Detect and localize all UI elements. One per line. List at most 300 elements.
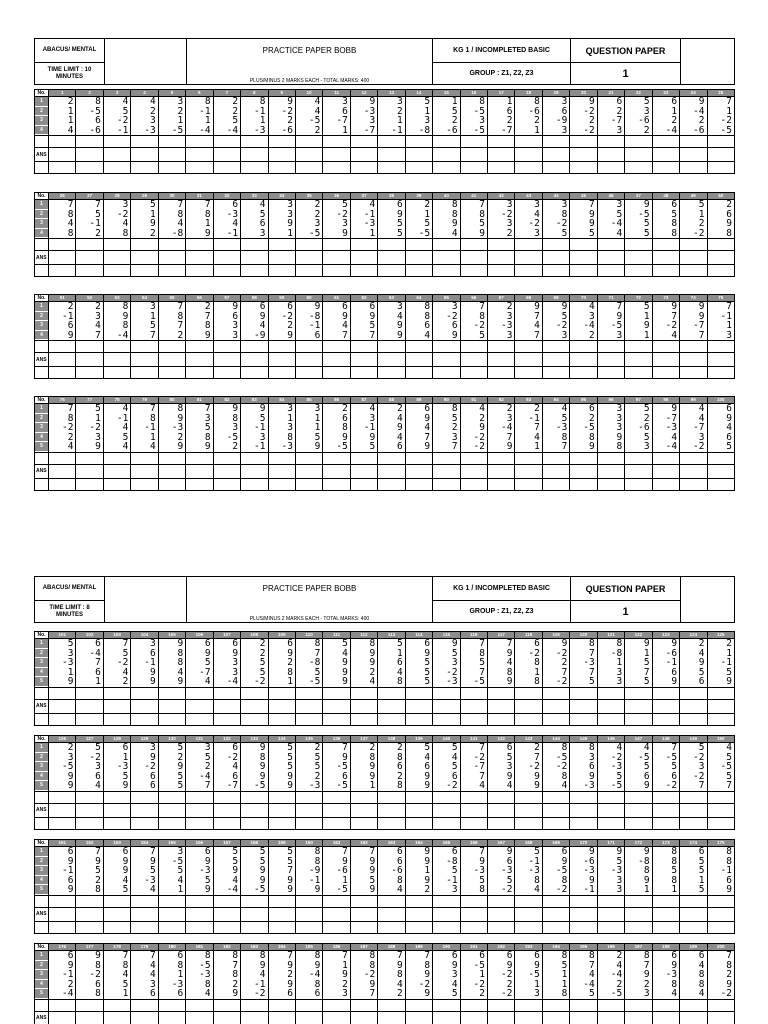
answer-cell-2[interactable]: [103, 265, 130, 277]
answer-cell-2[interactable]: [131, 478, 158, 490]
answer-cell-2[interactable]: [652, 713, 679, 725]
answer-cell-2[interactable]: [542, 265, 569, 277]
answer-cell[interactable]: [707, 353, 734, 367]
answer-cell[interactable]: [158, 699, 185, 713]
answer-cell-2[interactable]: [158, 367, 185, 379]
answer-cell-2[interactable]: [186, 367, 213, 379]
answer-cell[interactable]: [460, 907, 487, 921]
answer-cell[interactable]: [103, 1011, 130, 1024]
answer-cell-2[interactable]: [680, 921, 707, 933]
answer-cell-2[interactable]: [542, 367, 569, 379]
answer-cell[interactable]: [49, 464, 76, 478]
answer-cell[interactable]: [378, 251, 405, 265]
answer-cell[interactable]: [433, 148, 460, 162]
answer-cell[interactable]: [405, 464, 432, 478]
answer-cell[interactable]: [680, 1011, 707, 1024]
answer-cell[interactable]: [241, 1011, 268, 1024]
answer-cell[interactable]: [350, 148, 377, 162]
answer-cell[interactable]: [350, 699, 377, 713]
answer-cell[interactable]: [515, 907, 542, 921]
answer-cell[interactable]: [49, 1011, 76, 1024]
answer-cell-2[interactable]: [213, 817, 240, 829]
answer-cell[interactable]: [241, 353, 268, 367]
answer-cell[interactable]: [652, 353, 679, 367]
answer-cell[interactable]: [268, 251, 295, 265]
answer-cell[interactable]: [241, 803, 268, 817]
answer-cell[interactable]: [652, 464, 679, 478]
answer-cell[interactable]: [76, 464, 103, 478]
answer-cell[interactable]: [158, 803, 185, 817]
answer-cell[interactable]: [186, 1011, 213, 1024]
answer-cell-2[interactable]: [542, 817, 569, 829]
answer-cell[interactable]: [213, 699, 240, 713]
answer-cell-2[interactable]: [213, 478, 240, 490]
answer-cell[interactable]: [625, 699, 652, 713]
answer-cell[interactable]: [158, 907, 185, 921]
answer-cell[interactable]: [295, 353, 322, 367]
answer-cell[interactable]: [542, 148, 569, 162]
answer-cell[interactable]: [268, 907, 295, 921]
answer-cell[interactable]: [707, 464, 734, 478]
answer-cell[interactable]: [350, 1011, 377, 1024]
answer-cell-2[interactable]: [597, 265, 624, 277]
answer-cell[interactable]: [433, 353, 460, 367]
answer-cell[interactable]: [350, 464, 377, 478]
answer-cell[interactable]: [49, 353, 76, 367]
answer-cell[interactable]: [515, 353, 542, 367]
answer-cell-2[interactable]: [433, 478, 460, 490]
answer-cell[interactable]: [186, 251, 213, 265]
answer-cell-2[interactable]: [76, 265, 103, 277]
answer-cell-2[interactable]: [350, 478, 377, 490]
answer-cell[interactable]: [103, 907, 130, 921]
answer-cell[interactable]: [597, 353, 624, 367]
answer-cell[interactable]: [378, 353, 405, 367]
answer-cell-2[interactable]: [241, 478, 268, 490]
answer-cell-2[interactable]: [131, 921, 158, 933]
answer-cell-2[interactable]: [405, 367, 432, 379]
answer-cell-2[interactable]: [680, 367, 707, 379]
answer-cell[interactable]: [625, 803, 652, 817]
answer-cell[interactable]: [433, 1011, 460, 1024]
answer-cell[interactable]: [295, 148, 322, 162]
answer-cell[interactable]: [405, 148, 432, 162]
answer-cell[interactable]: [350, 907, 377, 921]
answer-cell[interactable]: [295, 699, 322, 713]
answer-cell[interactable]: [295, 1011, 322, 1024]
answer-cell-2[interactable]: [295, 817, 322, 829]
answer-cell-2[interactable]: [378, 817, 405, 829]
answer-cell[interactable]: [460, 251, 487, 265]
answer-cell-2[interactable]: [76, 817, 103, 829]
answer-cell-2[interactable]: [515, 817, 542, 829]
answer-cell-2[interactable]: [241, 817, 268, 829]
answer-cell-2[interactable]: [707, 367, 734, 379]
answer-cell[interactable]: [131, 699, 158, 713]
answer-cell[interactable]: [158, 251, 185, 265]
answer-cell[interactable]: [625, 353, 652, 367]
answer-cell[interactable]: [295, 251, 322, 265]
answer-cell[interactable]: [542, 464, 569, 478]
answer-cell[interactable]: [241, 251, 268, 265]
answer-cell-2[interactable]: [158, 921, 185, 933]
answer-cell-2[interactable]: [241, 265, 268, 277]
answer-cell[interactable]: [405, 803, 432, 817]
answer-cell[interactable]: [350, 803, 377, 817]
answer-cell-2[interactable]: [186, 265, 213, 277]
answer-cell-2[interactable]: [488, 162, 515, 174]
answer-cell-2[interactable]: [515, 162, 542, 174]
answer-cell[interactable]: [323, 907, 350, 921]
answer-cell-2[interactable]: [350, 921, 377, 933]
answer-cell-2[interactable]: [515, 265, 542, 277]
answer-cell-2[interactable]: [295, 921, 322, 933]
answer-cell-2[interactable]: [323, 478, 350, 490]
answer-cell[interactable]: [49, 699, 76, 713]
answer-cell[interactable]: [241, 464, 268, 478]
answer-cell[interactable]: [597, 1011, 624, 1024]
answer-cell-2[interactable]: [323, 713, 350, 725]
answer-cell-2[interactable]: [103, 817, 130, 829]
answer-cell[interactable]: [460, 464, 487, 478]
answer-cell[interactable]: [131, 803, 158, 817]
answer-cell-2[interactable]: [488, 817, 515, 829]
answer-cell[interactable]: [103, 464, 130, 478]
answer-cell-2[interactable]: [268, 265, 295, 277]
answer-cell[interactable]: [488, 251, 515, 265]
answer-cell-2[interactable]: [268, 817, 295, 829]
answer-cell-2[interactable]: [49, 162, 76, 174]
answer-cell-2[interactable]: [488, 478, 515, 490]
answer-cell-2[interactable]: [378, 367, 405, 379]
answer-cell[interactable]: [213, 803, 240, 817]
answer-cell[interactable]: [158, 148, 185, 162]
answer-cell[interactable]: [49, 907, 76, 921]
answer-cell[interactable]: [323, 803, 350, 817]
answer-cell[interactable]: [158, 1011, 185, 1024]
answer-cell-2[interactable]: [158, 478, 185, 490]
answer-cell-2[interactable]: [186, 478, 213, 490]
answer-cell[interactable]: [131, 353, 158, 367]
answer-cell-2[interactable]: [433, 162, 460, 174]
answer-cell-2[interactable]: [76, 713, 103, 725]
answer-cell-2[interactable]: [597, 921, 624, 933]
answer-cell[interactable]: [515, 251, 542, 265]
answer-cell-2[interactable]: [131, 265, 158, 277]
answer-cell[interactable]: [652, 148, 679, 162]
answer-cell-2[interactable]: [405, 921, 432, 933]
answer-cell[interactable]: [103, 353, 130, 367]
answer-cell[interactable]: [460, 803, 487, 817]
answer-cell-2[interactable]: [680, 713, 707, 725]
answer-cell-2[interactable]: [268, 921, 295, 933]
answer-cell[interactable]: [268, 464, 295, 478]
answer-cell-2[interactable]: [488, 713, 515, 725]
answer-cell-2[interactable]: [597, 478, 624, 490]
answer-cell-2[interactable]: [323, 265, 350, 277]
answer-cell-2[interactable]: [186, 817, 213, 829]
answer-cell[interactable]: [186, 907, 213, 921]
answer-cell-2[interactable]: [295, 713, 322, 725]
answer-cell-2[interactable]: [542, 921, 569, 933]
answer-cell-2[interactable]: [460, 265, 487, 277]
answer-cell[interactable]: [515, 699, 542, 713]
answer-cell[interactable]: [680, 803, 707, 817]
answer-cell[interactable]: [433, 907, 460, 921]
answer-cell[interactable]: [625, 907, 652, 921]
answer-cell[interactable]: [213, 1011, 240, 1024]
answer-cell[interactable]: [323, 699, 350, 713]
answer-cell-2[interactable]: [103, 367, 130, 379]
answer-cell[interactable]: [515, 1011, 542, 1024]
answer-cell[interactable]: [597, 148, 624, 162]
answer-cell[interactable]: [131, 148, 158, 162]
answer-cell[interactable]: [295, 907, 322, 921]
answer-cell-2[interactable]: [378, 162, 405, 174]
answer-cell-2[interactable]: [103, 921, 130, 933]
answer-cell[interactable]: [76, 907, 103, 921]
answer-cell-2[interactable]: [652, 265, 679, 277]
answer-cell[interactable]: [625, 148, 652, 162]
answer-cell-2[interactable]: [652, 162, 679, 174]
answer-cell[interactable]: [707, 699, 734, 713]
answer-cell-2[interactable]: [378, 921, 405, 933]
answer-cell[interactable]: [542, 699, 569, 713]
answer-cell[interactable]: [597, 699, 624, 713]
answer-cell-2[interactable]: [405, 162, 432, 174]
answer-cell-2[interactable]: [350, 265, 377, 277]
answer-cell-2[interactable]: [213, 265, 240, 277]
answer-cell-2[interactable]: [570, 921, 597, 933]
answer-cell[interactable]: [680, 251, 707, 265]
answer-cell-2[interactable]: [570, 367, 597, 379]
answer-cell[interactable]: [433, 699, 460, 713]
answer-cell-2[interactable]: [241, 162, 268, 174]
answer-cell-2[interactable]: [186, 921, 213, 933]
answer-cell[interactable]: [405, 699, 432, 713]
answer-cell-2[interactable]: [323, 162, 350, 174]
answer-cell[interactable]: [542, 803, 569, 817]
answer-cell-2[interactable]: [597, 713, 624, 725]
answer-cell[interactable]: [76, 803, 103, 817]
answer-cell[interactable]: [186, 803, 213, 817]
answer-cell-2[interactable]: [405, 265, 432, 277]
answer-cell[interactable]: [76, 353, 103, 367]
answer-cell-2[interactable]: [680, 162, 707, 174]
answer-cell[interactable]: [76, 148, 103, 162]
answer-cell-2[interactable]: [625, 265, 652, 277]
answer-cell[interactable]: [186, 464, 213, 478]
answer-cell[interactable]: [433, 803, 460, 817]
answer-cell[interactable]: [652, 699, 679, 713]
answer-cell[interactable]: [323, 148, 350, 162]
answer-cell[interactable]: [241, 699, 268, 713]
answer-cell-2[interactable]: [652, 921, 679, 933]
answer-cell[interactable]: [597, 251, 624, 265]
answer-cell-2[interactable]: [213, 713, 240, 725]
answer-cell[interactable]: [542, 353, 569, 367]
answer-cell[interactable]: [488, 907, 515, 921]
answer-cell[interactable]: [597, 907, 624, 921]
answer-cell[interactable]: [570, 148, 597, 162]
answer-cell[interactable]: [49, 251, 76, 265]
answer-cell-2[interactable]: [213, 921, 240, 933]
answer-cell-2[interactable]: [707, 265, 734, 277]
answer-cell-2[interactable]: [433, 817, 460, 829]
answer-cell-2[interactable]: [103, 478, 130, 490]
answer-cell-2[interactable]: [515, 367, 542, 379]
answer-cell[interactable]: [460, 699, 487, 713]
answer-cell[interactable]: [707, 148, 734, 162]
answer-cell-2[interactable]: [323, 367, 350, 379]
answer-cell[interactable]: [707, 907, 734, 921]
answer-cell-2[interactable]: [542, 162, 569, 174]
answer-cell[interactable]: [433, 464, 460, 478]
answer-cell[interactable]: [378, 1011, 405, 1024]
answer-cell[interactable]: [460, 148, 487, 162]
answer-cell-2[interactable]: [460, 713, 487, 725]
answer-cell[interactable]: [570, 251, 597, 265]
answer-cell[interactable]: [488, 464, 515, 478]
answer-cell-2[interactable]: [378, 478, 405, 490]
answer-cell-2[interactable]: [570, 265, 597, 277]
answer-cell[interactable]: [268, 353, 295, 367]
answer-cell-2[interactable]: [652, 817, 679, 829]
answer-cell[interactable]: [707, 251, 734, 265]
answer-cell[interactable]: [652, 803, 679, 817]
answer-cell-2[interactable]: [405, 817, 432, 829]
answer-cell-2[interactable]: [625, 162, 652, 174]
answer-cell-2[interactable]: [131, 817, 158, 829]
answer-cell-2[interactable]: [597, 162, 624, 174]
answer-cell-2[interactable]: [76, 921, 103, 933]
answer-cell[interactable]: [103, 148, 130, 162]
answer-cell-2[interactable]: [295, 162, 322, 174]
answer-cell-2[interactable]: [707, 713, 734, 725]
answer-cell-2[interactable]: [350, 713, 377, 725]
answer-cell[interactable]: [213, 464, 240, 478]
answer-cell-2[interactable]: [295, 478, 322, 490]
answer-cell-2[interactable]: [515, 478, 542, 490]
answer-cell[interactable]: [680, 353, 707, 367]
answer-cell-2[interactable]: [625, 921, 652, 933]
answer-cell-2[interactable]: [597, 817, 624, 829]
answer-cell[interactable]: [103, 699, 130, 713]
answer-cell-2[interactable]: [76, 162, 103, 174]
answer-cell-2[interactable]: [625, 478, 652, 490]
answer-cell[interactable]: [488, 148, 515, 162]
answer-cell-2[interactable]: [378, 265, 405, 277]
answer-cell-2[interactable]: [76, 478, 103, 490]
answer-cell[interactable]: [488, 699, 515, 713]
answer-cell-2[interactable]: [488, 367, 515, 379]
answer-cell[interactable]: [76, 251, 103, 265]
answer-cell[interactable]: [405, 251, 432, 265]
answer-cell[interactable]: [680, 907, 707, 921]
answer-cell[interactable]: [268, 1011, 295, 1024]
answer-cell[interactable]: [433, 251, 460, 265]
answer-cell-2[interactable]: [186, 162, 213, 174]
answer-cell-2[interactable]: [707, 478, 734, 490]
answer-cell-2[interactable]: [213, 162, 240, 174]
answer-cell[interactable]: [268, 803, 295, 817]
answer-cell-2[interactable]: [570, 478, 597, 490]
answer-cell[interactable]: [515, 803, 542, 817]
answer-cell[interactable]: [652, 251, 679, 265]
answer-cell[interactable]: [542, 1011, 569, 1024]
answer-cell[interactable]: [680, 464, 707, 478]
answer-cell-2[interactable]: [213, 367, 240, 379]
answer-cell-2[interactable]: [378, 713, 405, 725]
answer-cell[interactable]: [103, 251, 130, 265]
answer-cell-2[interactable]: [460, 817, 487, 829]
answer-cell[interactable]: [570, 353, 597, 367]
answer-cell-2[interactable]: [131, 713, 158, 725]
answer-cell-2[interactable]: [268, 478, 295, 490]
answer-cell[interactable]: [597, 803, 624, 817]
answer-cell-2[interactable]: [652, 367, 679, 379]
answer-cell-2[interactable]: [625, 713, 652, 725]
answer-cell-2[interactable]: [158, 162, 185, 174]
answer-cell[interactable]: [707, 1011, 734, 1024]
answer-cell[interactable]: [652, 907, 679, 921]
answer-cell-2[interactable]: [488, 921, 515, 933]
answer-cell[interactable]: [268, 699, 295, 713]
answer-cell-2[interactable]: [542, 478, 569, 490]
answer-cell-2[interactable]: [488, 265, 515, 277]
answer-cell[interactable]: [378, 148, 405, 162]
answer-cell[interactable]: [597, 464, 624, 478]
answer-cell[interactable]: [570, 907, 597, 921]
answer-cell-2[interactable]: [49, 265, 76, 277]
answer-cell[interactable]: [186, 148, 213, 162]
answer-cell-2[interactable]: [241, 713, 268, 725]
answer-cell-2[interactable]: [570, 713, 597, 725]
answer-cell[interactable]: [103, 803, 130, 817]
answer-cell[interactable]: [680, 699, 707, 713]
answer-cell[interactable]: [186, 699, 213, 713]
answer-cell-2[interactable]: [295, 265, 322, 277]
answer-cell[interactable]: [131, 1011, 158, 1024]
answer-cell[interactable]: [323, 464, 350, 478]
answer-cell-2[interactable]: [542, 713, 569, 725]
answer-cell[interactable]: [570, 699, 597, 713]
answer-cell[interactable]: [131, 907, 158, 921]
answer-cell-2[interactable]: [405, 713, 432, 725]
answer-cell-2[interactable]: [515, 713, 542, 725]
answer-cell[interactable]: [213, 148, 240, 162]
answer-cell[interactable]: [131, 464, 158, 478]
answer-cell-2[interactable]: [433, 265, 460, 277]
answer-cell-2[interactable]: [158, 817, 185, 829]
answer-cell-2[interactable]: [707, 921, 734, 933]
answer-cell-2[interactable]: [433, 921, 460, 933]
answer-cell[interactable]: [515, 464, 542, 478]
answer-cell-2[interactable]: [158, 265, 185, 277]
answer-cell-2[interactable]: [241, 921, 268, 933]
answer-cell-2[interactable]: [268, 713, 295, 725]
answer-cell[interactable]: [625, 464, 652, 478]
answer-cell-2[interactable]: [350, 367, 377, 379]
answer-cell[interactable]: [570, 464, 597, 478]
answer-cell[interactable]: [488, 1011, 515, 1024]
answer-cell[interactable]: [570, 1011, 597, 1024]
answer-cell-2[interactable]: [268, 367, 295, 379]
answer-cell[interactable]: [350, 353, 377, 367]
answer-cell-2[interactable]: [131, 367, 158, 379]
answer-cell[interactable]: [76, 699, 103, 713]
answer-cell-2[interactable]: [652, 478, 679, 490]
